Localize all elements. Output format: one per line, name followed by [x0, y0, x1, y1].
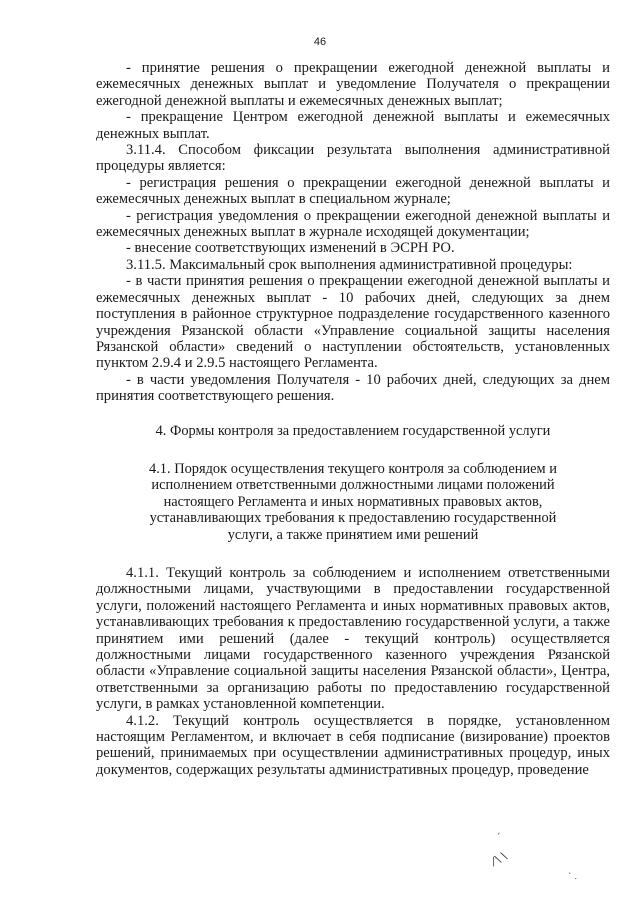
paragraph-notice-deadline: - в части уведомления Получателя - 10 рабочих дней, следующих за днем принятия соответствующего решения. — [96, 371, 610, 405]
scan-artifact-mark: ˊ — [496, 833, 501, 843]
paragraph-4-1-1: 4.1.1. Текущий контроль за соблюдением и исполнением ответственными должностными лицами, участвующими в предоставлении государственной услуги, положений настоящего Регламента и иных нормативных правовых актов, устанавливающих требования к предоставлению государственной услуги, а также принятием ими решений (далее - текущий контроль) осуществляется должностными лицами государственного казенного учреждения Рязанской области «Управление социальной защиты населения Рязанской области», Центра, ответственными за организацию работы по предоставлению государственной услуги, в рамках установленной компетенции. — [96, 564, 610, 713]
spacer — [96, 543, 610, 565]
paragraph-termination-by-center: - прекращение Центром ежегодной денежной выплаты и ежемесячных денежных выплат. — [96, 109, 610, 142]
document-body — [96, 60, 610, 778]
paragraph-3-11-5: 3.11.5. Максимальный срок выполнения административной процедуры: — [126, 256, 573, 273]
paragraph-decision-termination: - принятие решения о прекращении ежегодной денежной выплаты и ежемесячных денежных выплат и уведомление Получателя о прекращении ежегодной денежной выплаты и ежемесячных денежных выплат; — [96, 60, 610, 109]
section-4-1-heading-line: исполнением ответственными должностными лицами положений — [151, 477, 555, 494]
paragraph-decision-deadline: - в части принятия решения о прекращении ежегодной денежной выплаты и ежемесячных денежных выплат - 10 рабочих дней, следующих за днем поступления в районное структурное подразделение государственного казенного учреждения Рязанской области «Управление социальной защиты населения Рязанской области» сведений о наступлении обстоятельств, установленных пунктом 2.9.4 и 2.9.5 настоящего Регламента. — [96, 273, 610, 372]
paragraph-esrn-changes: - внесение соответствующих изменений в ЭСРН РО. — [126, 240, 455, 257]
section-4-1-heading-line: устанавливающих требования к предоставлению государственной — [149, 510, 557, 527]
scan-artifact-mark: ⁄∖∖ — [489, 848, 511, 869]
scan-artifact-mark: ˋ . — [568, 872, 578, 881]
paragraph-registration-decision: - регистрация решения о прекращении ежегодной денежной выплаты и ежемесячных денежных выплат в специальном журнале; — [96, 174, 610, 208]
section-4-title: 4. Формы контроля за предоставлением государственной услуги — [155, 422, 551, 439]
spacer — [96, 405, 610, 423]
paragraph-4-1-2: 4.1.2. Текущий контроль осуществляется в порядке, установленном настоящим Регламентом, и включает в себя подписание (визирование) проектов решений, принимаемых при осуществлении административных процедур, иных документов, содержащих результаты административных процедур, проведение — [96, 712, 610, 778]
section-4-1-heading — [96, 461, 610, 543]
page-number: 46 — [313, 36, 327, 48]
spacer — [96, 439, 610, 461]
section-4-1-heading-line: услуги, а также принятием ими решений — [227, 526, 479, 543]
section-4-1-heading-line: 4.1. Порядок осуществления текущего контроля за соблюдением и — [149, 460, 557, 477]
section-4-1-heading-line: настоящего Регламента и иных нормативных правовых актов, — [163, 493, 543, 510]
paragraph-3-11-4: 3.11.4. Способом фиксации результата выполнения административной процедуры является: — [96, 142, 610, 175]
paragraph-registration-notice: - регистрация уведомления о прекращении ежегодной денежной выплаты и ежемесячных денежных выплат в журнале исходящей документации; — [96, 207, 610, 241]
